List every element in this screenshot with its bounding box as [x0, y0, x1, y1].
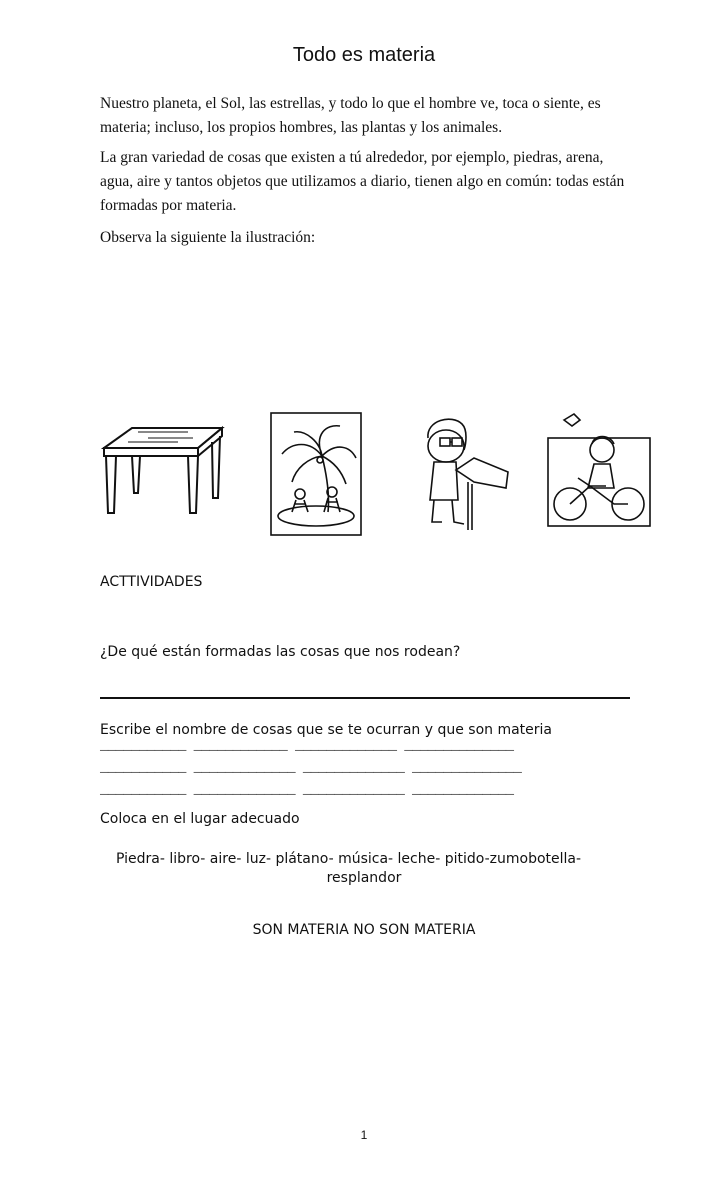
- island-sand: [278, 506, 354, 526]
- activities-heading: ACTTIVIDADES: [100, 574, 203, 590]
- page-title: Todo es materia: [292, 44, 436, 66]
- table-leg-front-left: [106, 456, 116, 513]
- page-number: 1: [360, 1128, 368, 1142]
- desk-top: [456, 458, 508, 488]
- table-side: [198, 428, 222, 456]
- palm-island-illustration: [270, 412, 362, 536]
- intro-paragraph-1: Nuestro planeta, el Sol, las estrellas, y todo lo que el hombre ve, toca o siente, es materia; incluso, los propios hombres, las plantas y los animales.: [100, 95, 601, 136]
- person-head: [295, 489, 305, 499]
- child-legs: [432, 500, 464, 524]
- word-list-line-2: resplandor: [326, 870, 402, 886]
- picture-frame: [271, 413, 361, 535]
- category-headings: SON MATERIA NO SON MATERIA: [252, 922, 476, 938]
- child-body: [588, 464, 614, 488]
- table-leg-back-right: [212, 436, 220, 498]
- desk-leg: [468, 482, 472, 530]
- observe-instruction: Observa la siguiente la ilustración:: [100, 229, 316, 246]
- blank-row-1[interactable]: ___________ ____________ _____________ ______________: [100, 738, 514, 754]
- blank-row-2[interactable]: ___________ _____________ _____________ ______________: [100, 760, 522, 776]
- word-list-line-1: Piedra- libro- aire- luz- plátano- música- leche- pitido-zumobotella-: [116, 851, 582, 867]
- place-prompt: Coloca en el lugar adecuado: [100, 811, 300, 827]
- table-apron: [104, 448, 198, 456]
- glasses-right: [452, 438, 462, 446]
- bird: [564, 414, 580, 426]
- child-shirt: [430, 462, 458, 500]
- person-body-2: [324, 498, 340, 512]
- person-body: [292, 500, 308, 512]
- palm-leaves: [282, 426, 356, 484]
- glasses-left: [440, 438, 450, 446]
- question-text: ¿De qué están formadas las cosas que nos rodean?: [100, 644, 461, 660]
- answer-line[interactable]: [100, 697, 630, 699]
- table-illustration: [98, 418, 228, 522]
- coconut: [317, 457, 323, 463]
- table-leg-front-right: [188, 456, 198, 513]
- child-on-bicycle-illustration: [544, 408, 654, 530]
- write-prompt: Escribe el nombre de cosas que se te ocurran y que son materia: [100, 722, 553, 738]
- table-leg-back-left: [132, 456, 140, 493]
- intro-paragraph-2: La gran variedad de cosas que existen a tú alrededor, por ejemplo, piedras, arena, agua, aire y tantos objetos que utilizamos a diario, tienen algo en común: todas están formadas por materia.: [100, 149, 625, 214]
- blank-row-3[interactable]: ___________ _____________ _____________ _____________: [100, 782, 514, 798]
- picture-frame: [548, 438, 650, 526]
- palm-trunk: [322, 456, 329, 512]
- child-at-desk-illustration: [412, 410, 512, 536]
